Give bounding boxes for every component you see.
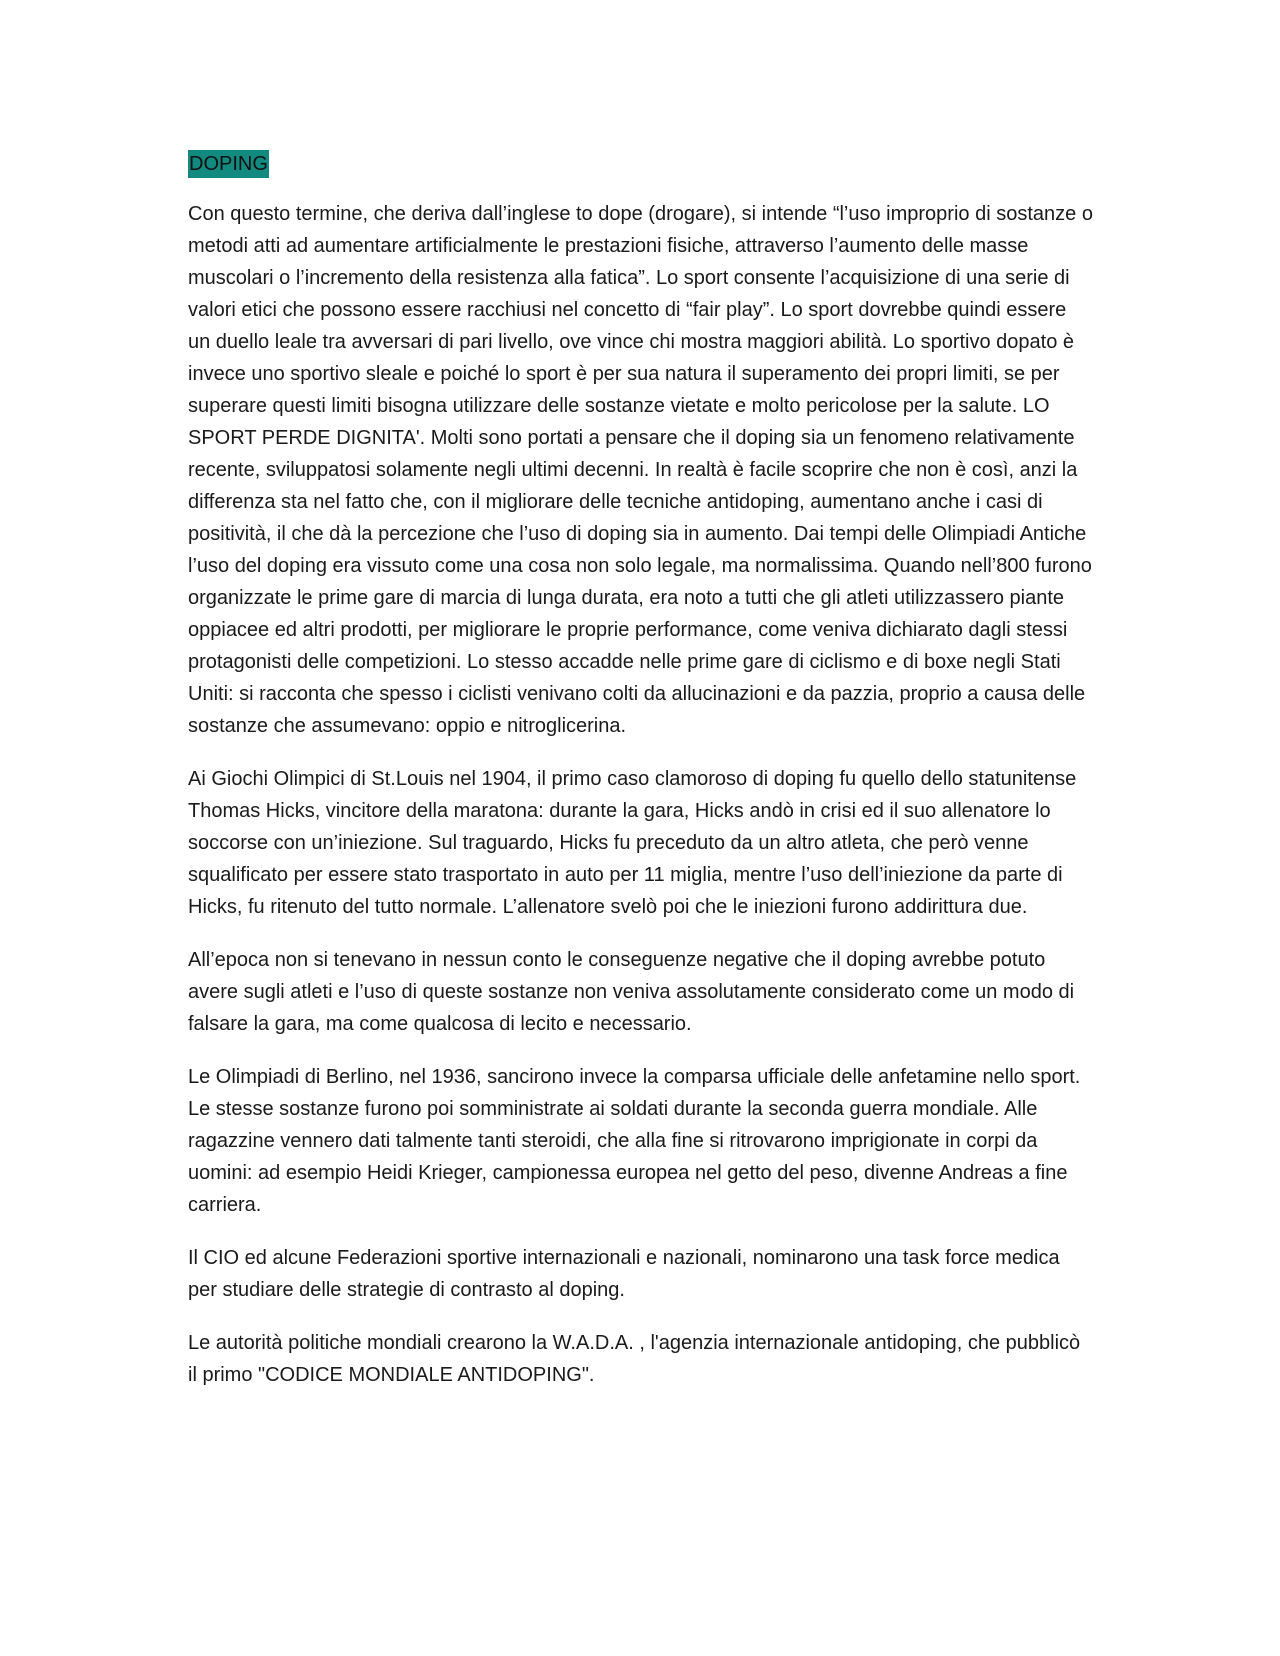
paragraph-cio-task-force: Il CIO ed alcune Federazioni sportive internazionali e nazionali, nominarono una task force medica per studiare delle strategie di contrasto al doping. [188, 1247, 1060, 1301]
document-title: DOPING [188, 150, 269, 178]
paragraph-definition: Con questo termine, che deriva dall’inglese to dope (drogare), si intende “l’uso improprio di sostanze o metodi atti ad aumentare artificialmente le prestazioni fisiche, attraverso l’aumento delle masse muscolari o l’incremento della resistenza alla fatica”. Lo sport consente l’acquisizione di una serie di valori etici che possono essere racchiusi nel concetto di “fair play”. Lo sport dovrebbe quindi essere un duello leale tra avversari di pari livello, ove vince chi mostra maggiori abilità. Lo sportivo dopato è invece uno sportivo sleale e poiché lo sport è per sua natura il superamento dei propri limiti, se per superare questi limiti bisogna utilizzare delle sostanze vietate e molto pericolose per la salute. LO SPORT PERDE DIGNITA'. Molti sono portati a pensare che il doping sia un fenomeno relativamente recente, sviluppatosi solamente negli ultimi decenni. In realtà è facile scoprire che non è così, anzi la differenza sta nel fatto che, con il migliorare delle tecniche antidoping, aumentano anche i casi di positività, il che dà la percezione che l’uso di doping sia in aumento. Dai tempi delle Olimpiadi Antiche l’uso del doping era vissuto come una cosa non solo legale, ma normalissima. Quando nell’800 furono organizzate le prime gare di marcia di lunga durata, era noto a tutti che gli atleti utilizzassero piante oppiacee ed altri prodotti, per migliorare le proprie performance, come veniva dichiarato dagli stessi protagonisti delle competizioni. Lo stesso accadde nelle prime gare di ciclismo e di boxe negli Stati Uniti: si racconta che spesso i ciclisti venivano colti da allucinazioni e da pazzia, proprio a causa delle sostanze che assumevano: oppio e nitroglicerina. [188, 203, 1093, 737]
document-body [188, 148, 1093, 1412]
paragraph-st-louis-1904: Ai Giochi Olimpici di St.Louis nel 1904, il primo caso clamoroso di doping fu quello dello statunitense Thomas Hicks, vincitore della maratona: durante la gara, Hicks andò in crisi ed il suo allenatore lo soccorse con un’iniezione. Sul traguardo, Hicks fu preceduto da un altro atleta, che però venne squalificato per essere stato trasportato in auto per 11 miglia, mentre l’uso dell’iniezione da parte di Hicks, fu ritenuto del tutto normale. L’allenatore svelò poi che le iniezioni furono addirittura due. [188, 768, 1077, 918]
paragraph-berlin-1936: Le Olimpiadi di Berlino, nel 1936, sancirono invece la comparsa ufficiale delle anfetamine nello sport. Le stesse sostanze furono poi somministrate ai soldati durante la seconda guerra mondiale. Alle ragazzine vennero dati talmente tanti steroidi, che alla fine si ritrovarono imprigionate in corpi da uomini: ad esempio Heidi Krieger, campionessa europea nel getto del peso, divenne Andreas a fine carriera. [188, 1066, 1081, 1216]
paragraph-wada: Le autorità politiche mondiali crearono la W.A.D.A. , l'agenzia internazionale antidoping, che pubblicò il primo "CODICE MONDIALE ANTIDOPING". [188, 1332, 1081, 1386]
paragraph-consequences: All’epoca non si tenevano in nessun conto le conseguenze negative che il doping avrebbe potuto avere sugli atleti e l’uso di queste sostanze non veniva assolutamente considerato come un modo di falsare la gara, ma come qualcosa di lecito e necessario. [188, 949, 1075, 1035]
